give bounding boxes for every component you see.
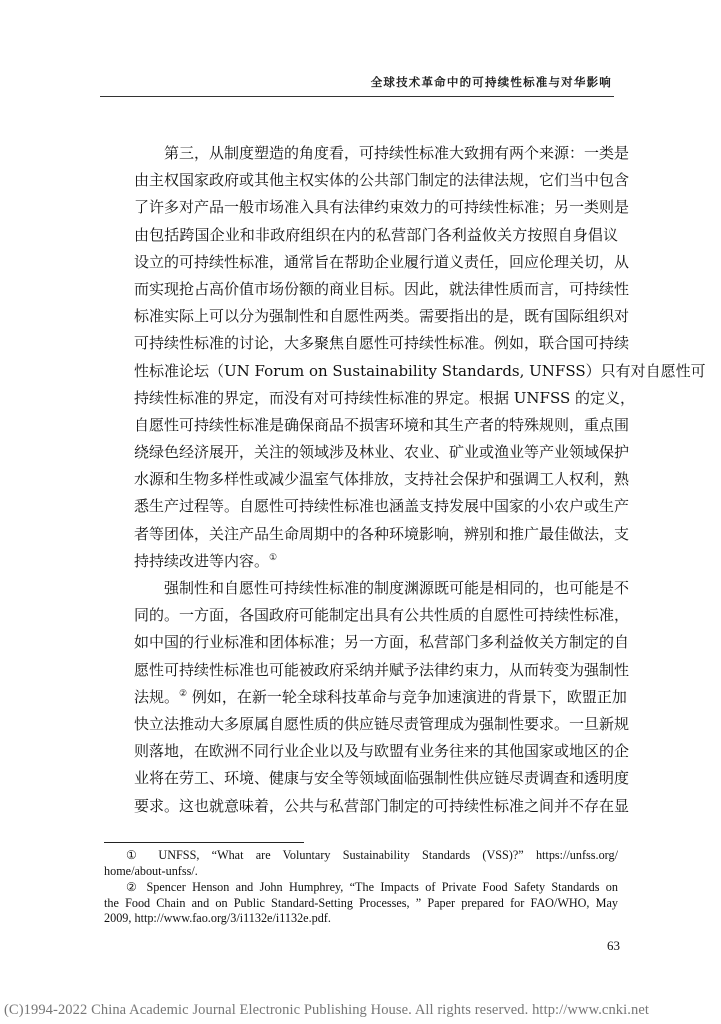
footnote-ref-1[interactable]: ① [269,552,278,563]
text-line: 快立法推动大多原属自愿性质的供应链尽责管理成为强制性要求。一旦新规 [134,714,630,733]
text-line: 则落地，在欧洲不同行业企业以及与欧盟有业务往来的其他国家或地区的企 [134,742,630,761]
paragraph-1 [104,140,706,575]
text-line: 设立的可持续性标准，通常旨在帮助企业履行道义责任，回应伦理关切，从 [134,252,630,271]
footnote-line: ① UNFSS, “What are Voluntary Sustainability Standards (VSS)?” https://unfss.org/ [126,848,618,862]
text-line-last [104,548,618,575]
text-line: 标准实际上可以分为强制性和自愿性两类。需要指出的是，既有国际组织对 [134,307,630,326]
paragraph-2 [104,575,630,820]
text-segment: 持持续改进等内容。 [134,551,270,570]
text-segment: 例如，在新一轮全球科技革命与竞争加速演进的背景下，欧盟正加 [191,687,627,706]
text-line: 第三，从制度塑造的角度看，可持续性标准大致拥有两个来源：一类是 [164,144,630,162]
body-text [104,140,706,820]
text-line: 者等团体，关注产品生命周期中的各种环境影响，辨别和推广最佳做法，支 [134,524,630,543]
text-line: 愿性可持续性标准也可能被政府采纳并赋予法律约束力，从而转变为强制性 [134,660,630,679]
footnote-line[interactable]: home/about-unfss/. [104,863,198,878]
footnote-rule [104,842,304,843]
text-line: 可持续性标准的讨论，大多聚焦自愿性可持续性标准。例如，联合国可持续 [134,334,630,353]
text-line: 水源和生物多样性或减少温室气体排放，支持社会保护和强调工人权利，熟 [134,470,630,489]
text-line: 强制性和自愿性可持续性标准的制度渊源既可能是相同的，也可能是不 [164,579,630,597]
footnote-2 [104,880,618,927]
text-line: 悉生产过程等。自愿性可持续性标准也涵盖支持发展中国家的小农户或生产 [134,497,630,516]
footnote-1 [104,848,618,879]
footnote-line[interactable]: 2009, http://www.fao.org/3/i1132e/i1132e.pdf. [104,911,331,926]
header-rule [100,96,614,97]
copyright-watermark: (C)1994-2022 China Academic Journal Electronic Publishing House. All rights reserved. http://www.cnki.net [4,1002,650,1018]
text-line: 了许多对产品一般市场准入具有法律约束效力的可持续性标准；另一类则是 [134,198,630,217]
text-line: 持续性标准的界定，而没有对可持续性标准的界定。根据 UNFSS 的定义， [134,388,636,407]
text-line: 自愿性可持续性标准是确保商品不损害环境和其生产者的特殊规则，重点围 [134,415,630,434]
text-segment: 法规。 [134,687,180,706]
footnote-line: ② Spencer Henson and John Humphrey, “The Impacts of Private Food Safety Standards on [126,880,618,895]
text-line: 业将在劳工、环境、健康与安全等领域面临强制性供应链尽责调查和透明度 [134,769,630,788]
page-number: 63 [607,938,620,953]
running-header: 全球技术革命中的可持续性标准与对华影响 [370,75,612,89]
text-line: 绕绿色经济展开，关注的领域涉及林业、农业、矿业或渔业等产业领域保护 [134,443,630,462]
text-line: 而实现抢占高价值市场份额的商业目标。因此，就法律性质而言，可持续性 [134,279,630,298]
text-line: 由主权国家政府或其他主权实体的公共部门制定的法律法规，它们当中包含 [134,171,630,190]
text-line: 要求。这也就意味着，公共与私营部门制定的可持续性标准之间并不存在显 [134,796,630,815]
footnote-ref-2[interactable]: ② [179,688,188,699]
footnote-line: the Food Chain and on Public Standard-Setting Processes, ” Paper prepared for FAO/WHO, May [104,895,618,910]
text-line: 性标准论坛（UN Forum on Sustainability Standards, UNFSS）只有对自愿性可 [134,361,706,380]
text-line: 由包括跨国企业和非政府组织在内的私营部门各利益攸关方按照自身倡议 [134,225,618,244]
text-line: 同的。一方面，各国政府可能制定出具有公共性质的自愿性可持续性标准， [134,606,630,625]
text-line-with-ref [104,684,627,711]
text-line: 如中国的行业标准和团体标准；另一方面，私营部门多利益攸关方制定的自 [134,633,630,652]
footnotes [104,848,618,928]
